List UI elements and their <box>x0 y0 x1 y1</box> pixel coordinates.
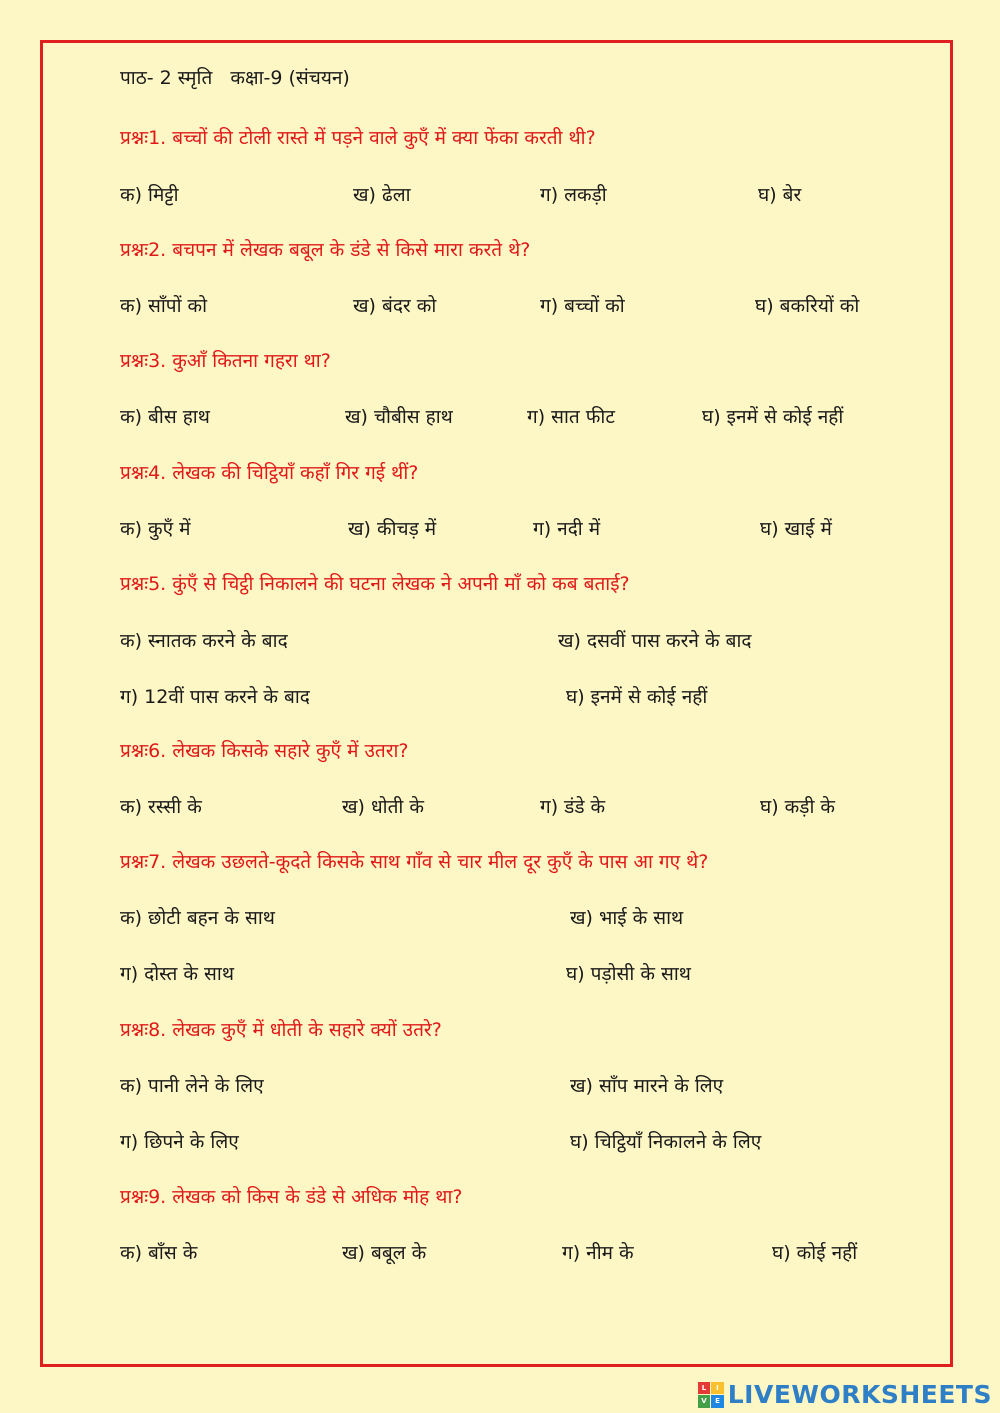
question-8: प्रश्नः8. लेखक कुएँ में धोती के सहारे क्यों उतरे? <box>120 1019 442 1041</box>
question-1: प्रश्नः1. बच्चों की टोली रास्ते में पड़ने वाले कुएँ में क्या फेंका करती थी? <box>120 127 596 149</box>
q5-option-d[interactable]: घ) इनमें से कोई नहीं <box>566 686 708 708</box>
q4-option-d[interactable]: घ) खाई में <box>760 518 832 540</box>
q3-option-c[interactable]: ग) सात फीट <box>527 406 615 428</box>
q5-option-a[interactable]: क) स्नातक करने के बाद <box>120 630 288 652</box>
q4-option-c[interactable]: ग) नदी में <box>533 518 601 540</box>
question-4: प्रश्नः4. लेखक की चिट्ठियाँ कहाँ गिर गई थीं? <box>120 462 419 484</box>
q7-option-b[interactable]: ख) भाई के साथ <box>570 907 684 929</box>
question-9: प्रश्नः9. लेखक को किस के डंडे से अधिक मोह था? <box>120 1186 463 1208</box>
logo-letter: V <box>698 1395 711 1408</box>
q5-option-c[interactable]: ग) 12वीं पास करने के बाद <box>120 686 310 708</box>
q6-option-a[interactable]: क) रस्सी के <box>120 796 202 818</box>
question-3: प्रश्नः3. कुआँ कितना गहरा था? <box>120 350 331 372</box>
logo-grid-icon <box>698 1382 724 1408</box>
logo-letter: E <box>711 1395 724 1408</box>
q6-option-b[interactable]: ख) धोती के <box>342 796 424 818</box>
q7-option-c[interactable]: ग) दोस्त के साथ <box>120 963 234 985</box>
q9-option-d[interactable]: घ) कोई नहीं <box>772 1242 858 1264</box>
page-title: पाठ- 2 स्मृति कक्षा-9 (संचयन) <box>120 67 350 89</box>
q6-option-c[interactable]: ग) डंडे के <box>540 796 606 818</box>
q8-option-d[interactable]: घ) चिट्ठियाँ निकालने के लिए <box>570 1131 762 1153</box>
q2-option-a[interactable]: क) साँपों को <box>120 295 208 317</box>
logo-letter: I <box>711 1382 724 1395</box>
q8-option-a[interactable]: क) पानी लेने के लिए <box>120 1075 264 1097</box>
question-7: प्रश्नः7. लेखक उछलते-कूदते किसके साथ गाँव से चार मील दूर कुएँ के पास आ गए थे? <box>120 851 709 873</box>
q2-option-b[interactable]: ख) बंदर को <box>353 295 437 317</box>
q6-option-d[interactable]: घ) कड़ी के <box>760 796 835 818</box>
q2-option-c[interactable]: ग) बच्चों को <box>540 295 625 317</box>
q4-option-a[interactable]: क) कुएँ में <box>120 518 191 540</box>
q9-option-a[interactable]: क) बाँस के <box>120 1242 198 1264</box>
q7-option-d[interactable]: घ) पड़ोसी के साथ <box>566 963 691 985</box>
q1-option-a[interactable]: क) मिट्टी <box>120 184 179 206</box>
q9-option-b[interactable]: ख) बबूल के <box>342 1242 427 1264</box>
q3-option-d[interactable]: घ) इनमें से कोई नहीं <box>702 406 844 428</box>
q9-option-c[interactable]: ग) नीम के <box>562 1242 634 1264</box>
q5-option-b[interactable]: ख) दसवीं पास करने के बाद <box>558 630 752 652</box>
logo-letter: L <box>698 1382 711 1395</box>
q2-option-d[interactable]: घ) बकरियों को <box>755 295 860 317</box>
q1-option-c[interactable]: ग) लकड़ी <box>540 184 607 206</box>
question-5: प्रश्नः5. कुंएँ से चिट्ठी निकालने की घटना लेखक ने अपनी माँ को कब बताई? <box>120 573 630 595</box>
brand-name: LIVEWORKSHEETS <box>727 1380 992 1409</box>
question-6: प्रश्नः6. लेखक किसके सहारे कुएँ में उतरा? <box>120 740 409 762</box>
q4-option-b[interactable]: ख) कीचड़ में <box>348 518 437 540</box>
q8-option-c[interactable]: ग) छिपने के लिए <box>120 1131 239 1153</box>
q3-option-a[interactable]: क) बीस हाथ <box>120 406 210 428</box>
question-2: प्रश्नः2. बचपन में लेखक बबूल के डंडे से किसे मारा करते थे? <box>120 239 531 261</box>
q8-option-b[interactable]: ख) साँप मारने के लिए <box>570 1075 724 1097</box>
q1-option-b[interactable]: ख) ढेला <box>353 184 411 206</box>
q1-option-d[interactable]: घ) बेर <box>758 184 802 206</box>
liveworksheets-logo[interactable] <box>698 1380 992 1409</box>
q7-option-a[interactable]: क) छोटी बहन के साथ <box>120 907 275 929</box>
q3-option-b[interactable]: ख) चौबीस हाथ <box>345 406 453 428</box>
